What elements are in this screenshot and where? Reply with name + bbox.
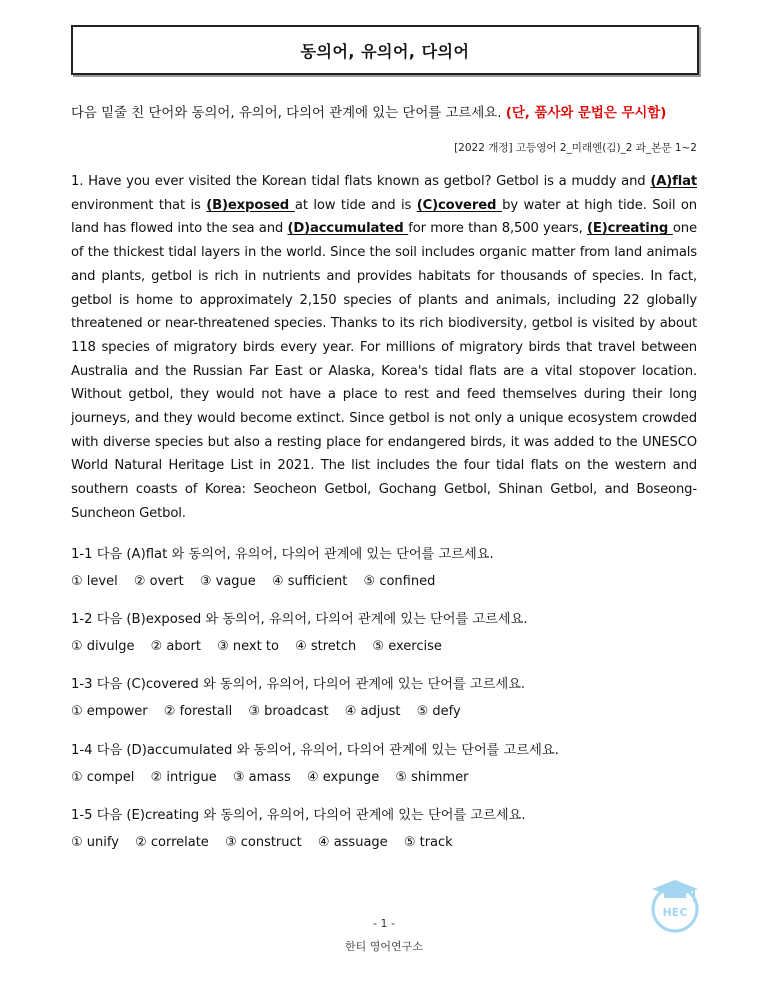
answer-option[interactable]: ② correlate xyxy=(135,835,209,850)
underlined-word-c: (C)covered xyxy=(416,197,503,213)
answer-option[interactable]: ⑤ defy xyxy=(416,704,461,719)
page-title xyxy=(71,25,699,75)
answer-option[interactable]: ① unify xyxy=(71,835,119,850)
question-1-2 xyxy=(71,610,711,657)
answer-options xyxy=(71,833,711,853)
answer-option[interactable]: ⑤ track xyxy=(403,835,453,850)
answer-options xyxy=(71,637,711,657)
question-1-1 xyxy=(71,545,711,592)
question-prompt: 1-4 다음 (D)accumulated 와 동의어, 유의어, 다의어 관계에 있는 단어를 고르세요. xyxy=(71,743,559,758)
answer-option[interactable]: ⑤ confined xyxy=(363,574,436,589)
answer-option[interactable]: ① empower xyxy=(71,704,148,719)
question-prompt: 1-2 다음 (B)exposed 와 동의어, 유의어, 다의어 관계에 있는 단어를 고르세요. xyxy=(71,612,528,627)
footer-text: 한티 영어연구소 xyxy=(345,940,423,953)
passage-text: at low tide and is xyxy=(294,197,417,213)
answer-option[interactable]: ④ expunge xyxy=(306,770,380,785)
answer-options xyxy=(71,572,711,592)
instruction xyxy=(71,102,711,121)
answer-option[interactable]: ③ amass xyxy=(232,770,291,785)
passage xyxy=(71,170,697,526)
title-text: 동의어, 유의어, 다의어 xyxy=(300,41,470,61)
instruction-note: (단, 품사와 문법은 무시함) xyxy=(505,106,667,121)
answer-option[interactable]: ② forestall xyxy=(163,704,233,719)
answer-option[interactable]: ④ assuage xyxy=(317,835,388,850)
answer-option[interactable]: ② abort xyxy=(150,639,201,654)
answer-option[interactable]: ① compel xyxy=(71,770,135,785)
answer-options xyxy=(71,768,711,788)
question-prompt: 1-5 다음 (E)creating 와 동의어, 유의어, 다의어 관계에 있는 단어를 고르세요. xyxy=(71,808,526,823)
answer-options xyxy=(71,702,711,722)
page-number: - 1 - xyxy=(373,917,395,930)
answer-option[interactable]: ③ construct xyxy=(224,835,302,850)
answer-option[interactable]: ③ broadcast xyxy=(248,704,329,719)
logo-text: HEC xyxy=(662,906,688,919)
answer-option[interactable]: ④ adjust xyxy=(344,704,401,719)
underlined-word-a: (A)flat xyxy=(650,174,697,189)
underlined-word-b: (B)exposed xyxy=(206,197,295,213)
question-1-4 xyxy=(71,741,711,788)
answer-option[interactable]: ② overt xyxy=(133,574,184,589)
passage-text: environment that is xyxy=(71,197,207,213)
answer-option[interactable]: ④ stretch xyxy=(295,639,357,654)
answer-option[interactable]: ③ next to xyxy=(217,639,279,654)
answer-option[interactable]: ① level xyxy=(71,574,118,589)
passage-text: for more than 8,500 years, xyxy=(408,221,587,237)
instruction-text: 다음 밑줄 친 단어와 동의어, 유의어, 다의어 관계에 있는 단어를 고르세요. xyxy=(71,106,506,121)
question-1-3 xyxy=(71,675,711,722)
underlined-word-d: (D)accumulated xyxy=(287,221,409,237)
passage-text: by water at high tide. Soil on land has flowed into the sea and xyxy=(71,197,697,237)
passage-text: one of the thickest tidal layers in the world. Since the soil includes organic matter from land animals and plants, getbol is rich in nutrients and provides habitats for thousands of species. In fact, getbol is home to approximately 2,150 species of plants and animals, including 22 globally threatened or near-threatened species. Thanks to its rich biodiversity, getbol is visited by about 118 species of migratory birds every year. For millions of migratory birds that travel between Australia and the Russian Far East or Alaska, Korea's tidal flats are a vital stopover location. Without getbol, they would not have a place to rest and feed themselves during their long journeys, and they would become extinct. Since getbol is not only a unique ecosystem crowded with diverse species but also a resting place for endangered birds, it was added to the UNESCO World Natural Heritage List in 2021. The list includes the four tidal flats on the western and southern coasts of Korea: Seocheon Getbol, Gochang Getbol, Shinan Getbol, and Boseong-Suncheon Getbol. xyxy=(71,221,697,521)
answer-option[interactable]: ⑤ shimmer xyxy=(395,770,469,785)
answer-option[interactable]: ③ vague xyxy=(199,574,256,589)
graduation-cap-icon xyxy=(648,876,702,934)
passage-text: 1. Have you ever visited the Korean tidal flats known as getbol? Getbol is a muddy and xyxy=(71,174,651,189)
answer-option[interactable]: ② intrigue xyxy=(150,770,217,785)
answer-option[interactable]: ⑤ exercise xyxy=(372,639,442,654)
answer-option[interactable]: ① divulge xyxy=(71,639,135,654)
question-prompt: 1-3 다음 (C)covered 와 동의어, 유의어, 다의어 관계에 있는 단어를 고르세요. xyxy=(71,677,526,692)
underlined-word-e: (E)creating xyxy=(586,221,673,237)
question-1-5 xyxy=(71,806,711,853)
answer-option[interactable]: ④ sufficient xyxy=(271,574,348,589)
question-prompt: 1-1 다음 (A)flat 와 동의어, 유의어, 다의어 관계에 있는 단어를 고르세요. xyxy=(71,547,494,562)
source-label: [2022 개정] 고등영어 2_미래엔(김)_2 과_본문 1~2 xyxy=(454,142,697,154)
